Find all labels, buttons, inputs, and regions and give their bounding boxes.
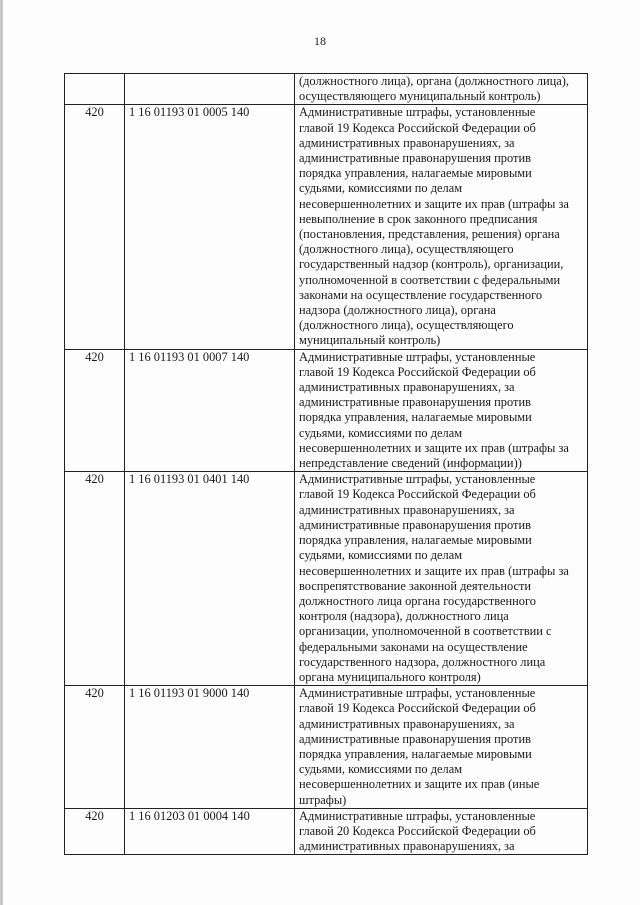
description-line: несовершеннолетних и защите их прав (штрафы за	[299, 563, 569, 578]
revenue-description-cell	[295, 472, 588, 686]
description-line: главой 19 Кодекса Российской Федерации об	[299, 364, 536, 379]
description-line: (должностного лица), осуществляющего	[299, 242, 514, 257]
admin-code-cell: 420	[65, 472, 125, 686]
description-line: Административные штрафы, установленные	[299, 808, 536, 823]
description-line: административные правонарушения против	[299, 731, 531, 746]
description-line: (постановления, представления, решения) органа	[299, 227, 560, 242]
description-line: непредставление сведений (информации))	[299, 456, 522, 471]
table-row	[65, 74, 588, 105]
budget-classification-code-cell: 1 16 01193 01 0401 140	[125, 472, 295, 686]
budget-classification-code-cell: 1 16 01203 01 0004 140	[125, 808, 295, 855]
revenue-codes-table	[64, 73, 588, 855]
admin-code-cell	[65, 74, 125, 105]
table-row	[65, 472, 588, 686]
budget-classification-code-cell: 1 16 01193 01 0005 140	[125, 105, 295, 349]
description-line: судьями, комиссиями по делам	[299, 762, 463, 777]
description-line: органа муниципального контроля)	[299, 669, 481, 684]
budget-classification-code-cell	[125, 74, 295, 105]
description-line: государственного надзора, должностного лица	[299, 654, 546, 669]
description-line: административных правонарушениях, за	[299, 716, 515, 731]
description-line: порядка управления, налагаемые мировыми	[299, 533, 532, 548]
description-line: уполномоченной в соответствии с федеральными	[299, 272, 561, 287]
description-line: (должностного лица), органа (должностного лица),	[299, 74, 569, 88]
description-line: организации, уполномоченной в соответствии с	[299, 624, 552, 639]
description-line: административные правонарушения против	[299, 517, 531, 532]
budget-classification-code-cell: 1 16 01193 01 9000 140	[125, 686, 295, 809]
description-line: административные правонарушения против	[299, 395, 531, 410]
admin-code-cell: 420	[65, 686, 125, 809]
revenue-description-cell	[295, 808, 588, 855]
admin-code-cell: 420	[65, 105, 125, 349]
admin-code-cell: 420	[65, 349, 125, 472]
admin-code-cell: 420	[65, 808, 125, 855]
description-line: штрафы)	[299, 792, 347, 807]
description-line: административные правонарушения против	[299, 151, 531, 166]
description-line: муниципальный контроль)	[299, 333, 441, 348]
revenue-description-cell	[295, 349, 588, 472]
description-line: Административные штрафы, установленные	[299, 349, 536, 364]
description-line: надзора (должностного лица), органа	[299, 303, 496, 318]
description-line: главой 19 Кодекса Российской Федерации об	[299, 120, 536, 135]
description-line: невыполнение в срок законного предписания	[299, 211, 538, 226]
description-line: контроля (надзора), должностного лица	[299, 609, 509, 624]
table-row	[65, 349, 588, 472]
description-line: административных правонарушениях, за	[299, 380, 515, 395]
description-line: несовершеннолетних и защите их прав (штрафы за	[299, 196, 569, 211]
table-row	[65, 808, 588, 855]
table-body	[65, 74, 588, 855]
description-line: главой 19 Кодекса Российской Федерации об	[299, 701, 536, 716]
description-line: судьями, комиссиями по делам	[299, 548, 463, 563]
description-line: Административные штрафы, установленные	[299, 472, 536, 487]
description-line: главой 20 Кодекса Российской Федерации об	[299, 823, 536, 838]
revenue-description-cell	[295, 74, 588, 105]
description-line: должностного лица органа государственного	[299, 593, 536, 608]
description-line: несовершеннолетних и защите их прав (иные	[299, 777, 540, 792]
description-line: несовершеннолетних и защите их прав (штрафы за	[299, 440, 569, 455]
revenue-description-cell	[295, 105, 588, 349]
description-line: административных правонарушениях, за	[299, 135, 515, 150]
description-line: (должностного лица), осуществляющего	[299, 318, 514, 333]
page-number: 18	[314, 34, 326, 48]
description-line: законами на осуществление государственного	[299, 287, 543, 302]
description-line: Административные штрафы, установленные	[299, 105, 536, 120]
table-row	[65, 686, 588, 809]
description-line: порядка управления, налагаемые мировыми	[299, 166, 532, 181]
table-row	[65, 105, 588, 349]
description-line: Административные штрафы, установленные	[299, 686, 536, 701]
revenue-description-cell	[295, 686, 588, 809]
description-line: порядка управления, налагаемые мировыми	[299, 410, 532, 425]
description-line: порядка управления, налагаемые мировыми	[299, 746, 532, 761]
description-line: административных правонарушениях, за	[299, 839, 515, 854]
description-line: судьями, комиссиями по делам	[299, 425, 463, 440]
description-line: судьями, комиссиями по делам	[299, 181, 463, 196]
description-line: главой 19 Кодекса Российской Федерации об	[299, 487, 536, 502]
description-line: воспрепятствование законной деятельности	[299, 578, 532, 593]
description-line: административных правонарушениях, за	[299, 502, 515, 517]
budget-classification-code-cell: 1 16 01193 01 0007 140	[125, 349, 295, 472]
scan-edge	[0, 0, 3, 905]
description-line: государственный надзор (контроль), организации,	[299, 257, 564, 272]
description-line: осуществляющего муниципальный контроль)	[299, 89, 541, 104]
description-line: федеральными законами на осуществление	[299, 639, 528, 654]
